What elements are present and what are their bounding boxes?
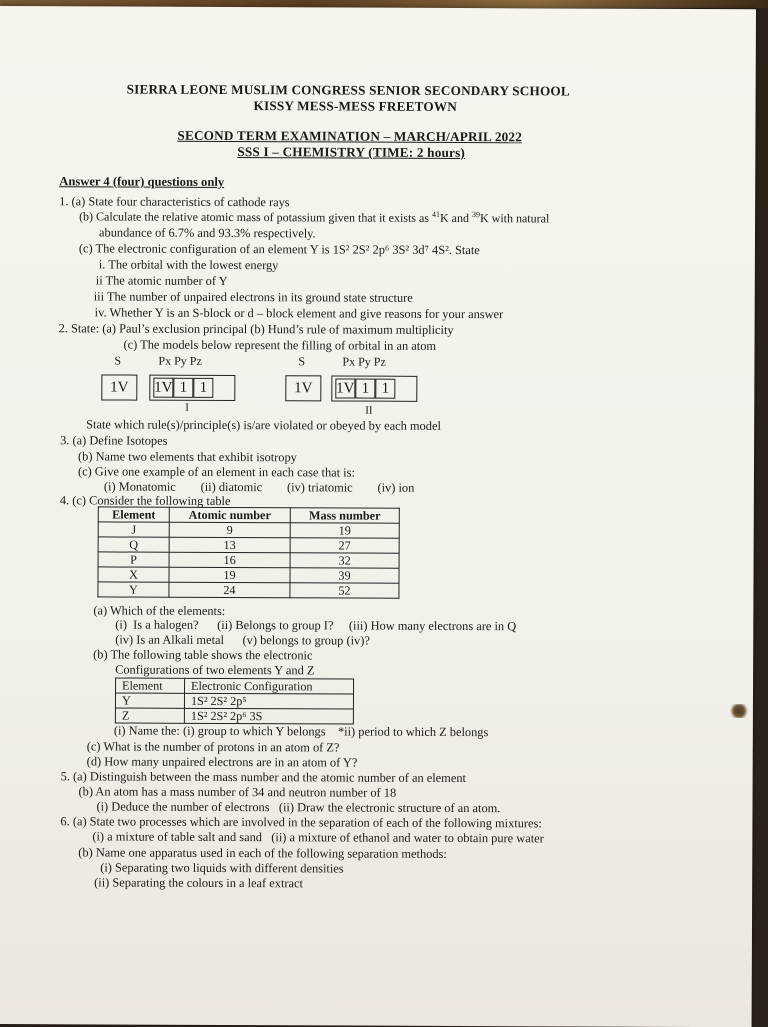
q1-c: (c) The electronic configuration of an element Y is 1S² 2S² 2p⁶ 3S² 3d⁷ 4S². State [78, 241, 480, 258]
q2-question: State which rule(s)/principle(s) is/are violated or obeyed by each model [86, 417, 441, 433]
q6-b: (b) Name one apparatus used in each of the following separation methods: [78, 845, 447, 861]
table-row [115, 693, 353, 709]
table-row [98, 522, 399, 538]
cell: Z [115, 708, 184, 723]
table-row [115, 708, 353, 724]
cell: 19 [290, 523, 399, 538]
cell: X [98, 567, 169, 582]
q1-b [79, 209, 549, 225]
col-element: Element [116, 678, 185, 693]
cell: 16 [169, 552, 290, 568]
school-address: KISSY MESS-MESS FREETOWN [253, 98, 458, 114]
model2-s-box: 1V [285, 375, 321, 401]
q5-a: 5. (a) Distinguish between the mass number and the atomic number of an element [60, 769, 467, 786]
q4-b-line1: (b) The following table shows the electronic [93, 647, 313, 663]
table-row [98, 582, 399, 598]
cell: Y [98, 582, 169, 597]
q6-b-i: (i) Separating two liquids with different densities [100, 860, 344, 876]
model1-label: I [185, 401, 189, 414]
model2-label: II [365, 404, 373, 417]
q1-b-line2: abundance of 6.7% and 93.3% respectively. [98, 225, 316, 241]
col-element: Element [98, 507, 169, 522]
cell: 19 [169, 567, 290, 583]
model1-pz: 1 [193, 378, 213, 398]
subject-title: SSS I – CHEMISTRY (TIME: 2 hours) [237, 144, 466, 161]
cell: 32 [290, 553, 399, 568]
cell: J [98, 522, 169, 537]
q5-b: (b) An atom has a mass number of 34 and neutron number of 18 [78, 784, 397, 800]
model1-s-box: 1V [101, 374, 137, 400]
cell: P [98, 552, 169, 567]
table-row [98, 552, 399, 568]
configuration-table [115, 678, 354, 725]
col-mass-number: Mass number [290, 508, 399, 523]
q1-b-sup2: 39 [471, 210, 481, 220]
school-name: SIERRA LEONE MUSLIM CONGRESS SENIOR SECONDARY SCHOOL [126, 81, 570, 99]
ink-spot [728, 704, 750, 718]
q4-a-line2: (iv) Is an Alkali metal (v) belongs to group (iv)? [115, 632, 370, 648]
q1-c-i: i. The orbital with the lowest energy [98, 257, 279, 273]
cell: 52 [290, 583, 399, 598]
q1-c-iv: iv. Whether Y is an S-block or d – block element and give reasons for your answer [94, 305, 504, 322]
cell: 1S² 2S² 2p⁶ 3S [184, 708, 353, 724]
q4-name-line: (i) Name the: (i) group to which Y belongs *ii) period to which Z belongs [113, 723, 489, 740]
q1-c-ii: ii The atomic number of Y [95, 273, 228, 288]
instruction: Answer 4 (four) questions only [59, 174, 225, 189]
q1-b-pre: (b) Calculate the relative atomic mass of potassium given that it exists as [79, 209, 433, 225]
model1-p-boxes [149, 375, 235, 401]
q4-a: (a) Which of the elements: [93, 603, 226, 618]
col-electronic-configuration: Electronic Configuration [185, 678, 354, 694]
model1-py: 1 [173, 378, 193, 398]
q4-intro: 4. (c) Consider the following table [59, 493, 231, 509]
q5-b-i: (i) Deduce the number of electrons (ii) Draw the electronic structure of an atom. [96, 799, 501, 816]
q2-line2: (c) The models below represent the filling of orbital in an atom [123, 337, 437, 353]
model2-pz: 1 [375, 379, 395, 399]
model2-px: 1V [335, 378, 355, 398]
q6-a: 6. (a) State two processes which are involved in the separation of each of the following mixtures: [60, 814, 542, 831]
q6-a-i: (i) a mixture of table salt and sand (ii) a mixture of ethanol and water to obtain pure water [92, 829, 544, 846]
q1-b-sup1: 41 [431, 209, 441, 219]
q3-b: (b) Name two elements that exhibit isotropy [78, 449, 297, 465]
cell: 24 [169, 582, 290, 598]
model1-p-label: Px Py Pz [158, 353, 202, 368]
q6-b-ii: (ii) Separating the colours in a leaf extract [94, 875, 304, 891]
q1-a: 1. (a) State four characteristics of cathode rays [59, 194, 290, 210]
exam-paper [0, 6, 756, 1027]
q4-b-line2: Configurations of two elements Y and Z [115, 662, 315, 678]
q3-c: (c) Give one example of an element in each case that is: [77, 464, 355, 480]
cell: 27 [290, 538, 399, 553]
model1-s-label: S [114, 353, 122, 368]
cell: 39 [290, 568, 399, 583]
table-row [98, 537, 399, 553]
col-atomic-number: Atomic number [169, 507, 290, 523]
cell: 13 [169, 537, 290, 553]
table-row [98, 567, 399, 583]
elements-table [97, 506, 399, 598]
model2-p-label: Px Py Pz [342, 354, 386, 369]
cell: 1S² 2S² 2p⁵ [184, 693, 353, 709]
q3-a: 3. (a) Define Isotopes [60, 433, 168, 448]
model1-px: 1V [153, 378, 173, 398]
elements-table-header [98, 507, 399, 523]
q3-c-options: (i) Monatomic (ii) diatomic (iv) triatomic (iv) ion [103, 479, 415, 495]
q4-d: (d) How many unpaired electrons are in an atom of Y? [86, 754, 358, 770]
q1-c-iii: iii The number of unpaired electrons in its ground state structure [93, 289, 413, 305]
cell: Y [115, 693, 184, 708]
q4-a-line1: (i) Is a halogen? (ii) Belongs to group I? (iii) How many electrons are in Q [115, 617, 517, 634]
q1-b-post: K with natural [479, 211, 550, 226]
exam-title: SECOND TERM EXAMINATION – MARCH/APRIL 2022 [177, 127, 523, 145]
model2-py: 1 [355, 379, 375, 399]
q1-b-mid: K and [439, 210, 473, 226]
configuration-table-header [116, 678, 354, 694]
model2-p-boxes [331, 375, 417, 401]
cell: Q [98, 537, 169, 552]
q4-c: (c) What is the number of protons in an atom of Z? [86, 739, 340, 755]
model2-s-label: S [298, 354, 306, 369]
cell: 9 [169, 522, 290, 538]
q2-line1: 2. State: (a) Paul’s exclusion principal (b) Hund’s rule of maximum multiplicity [58, 321, 454, 337]
